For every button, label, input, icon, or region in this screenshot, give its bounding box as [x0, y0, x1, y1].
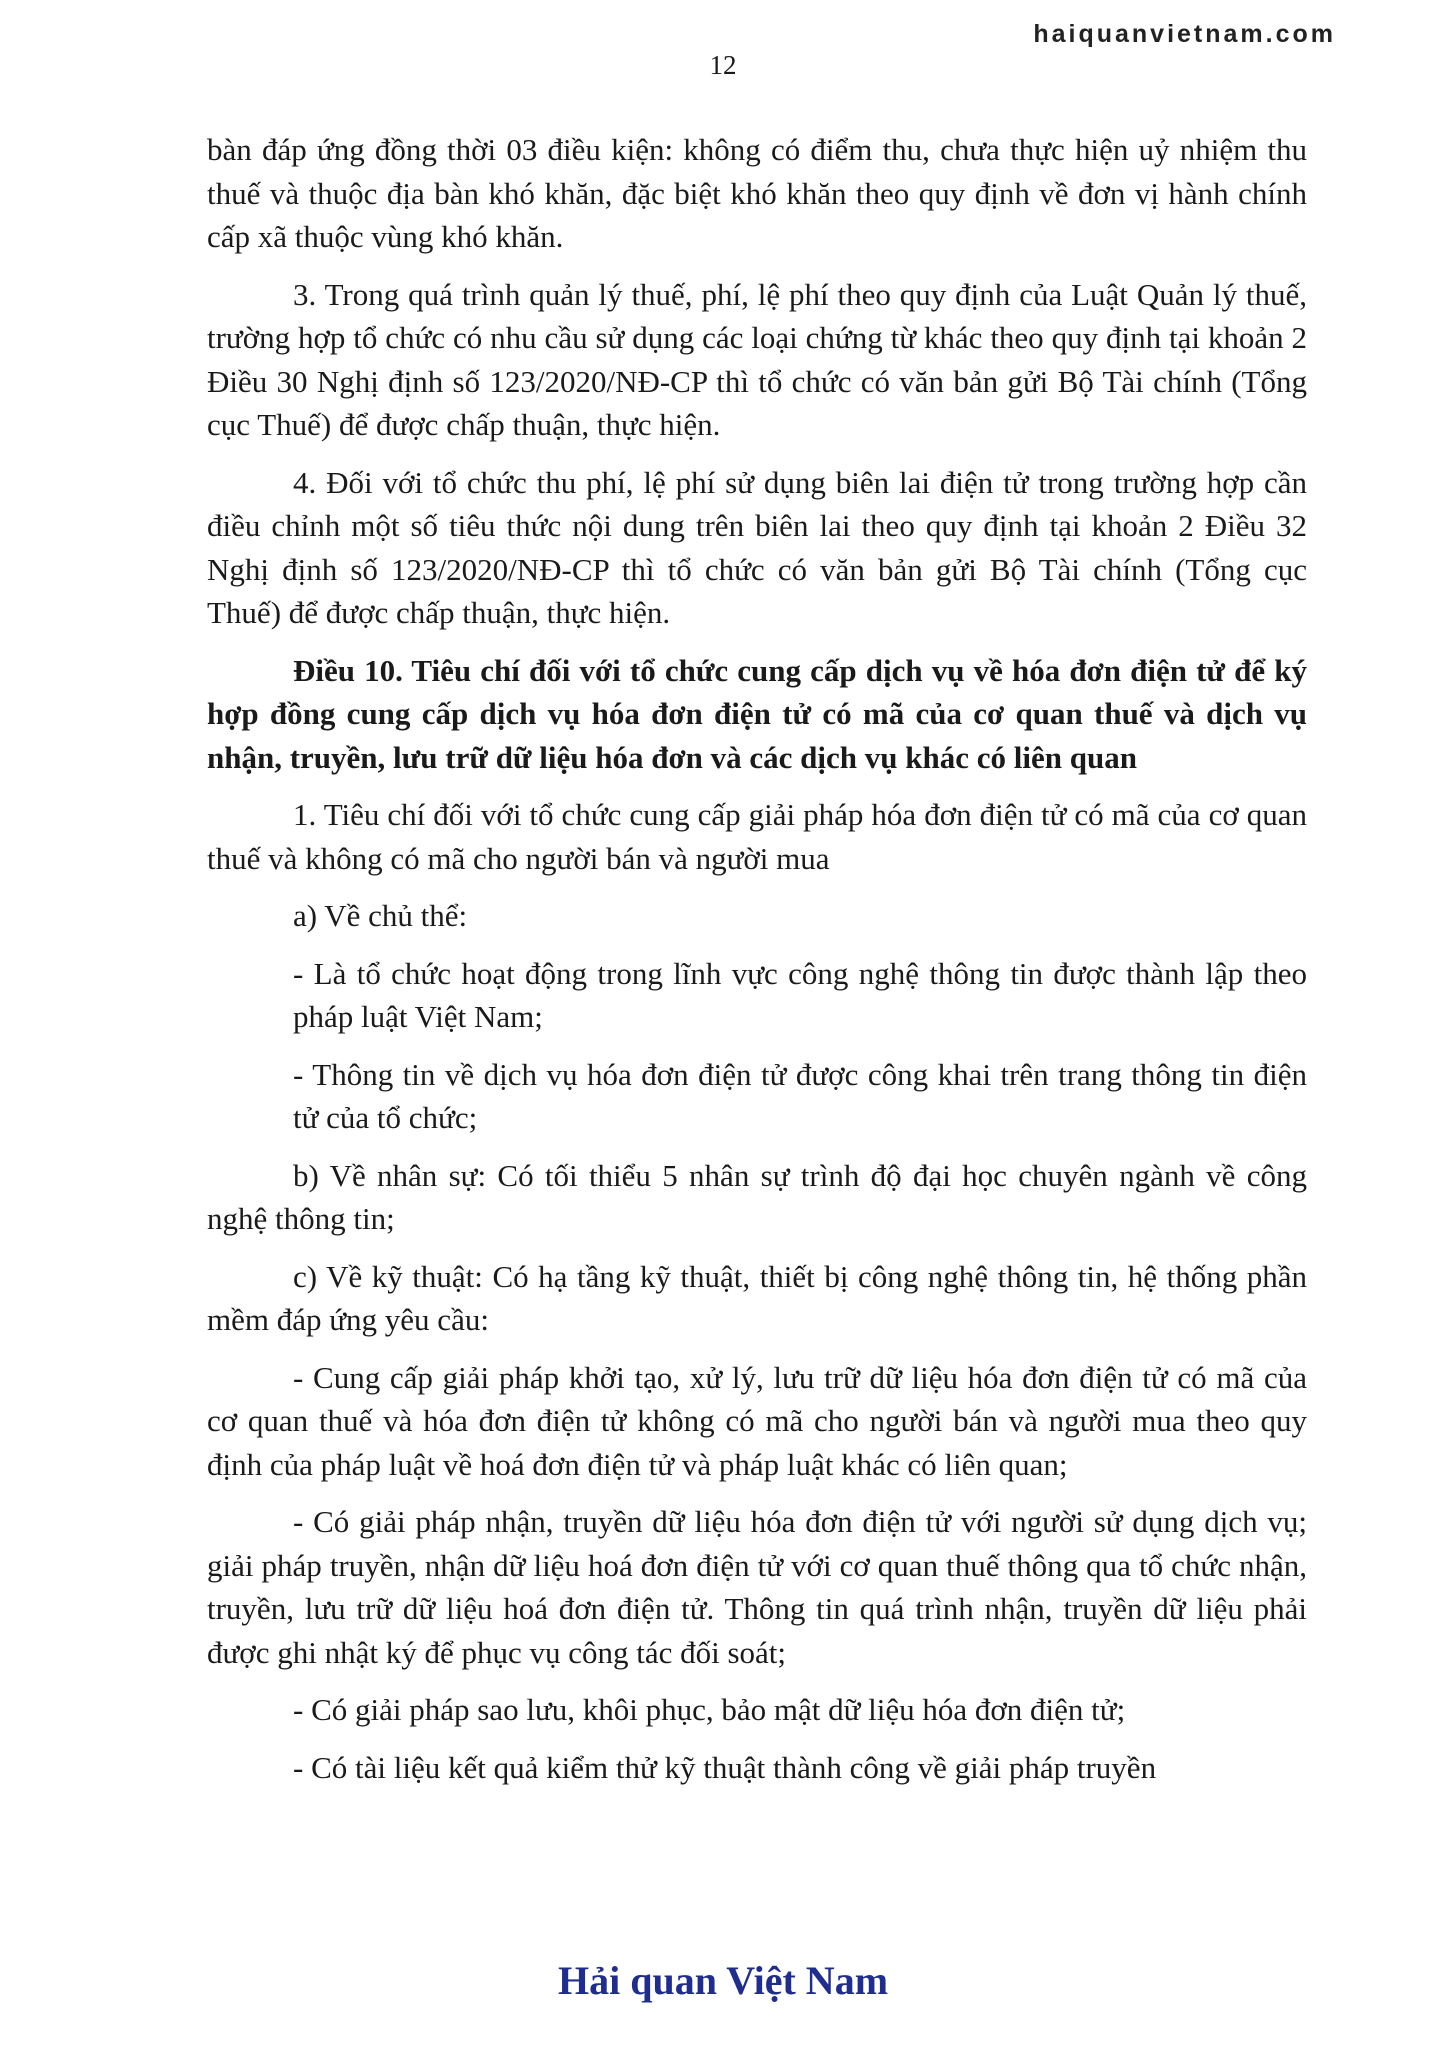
paragraph: 1. Tiêu chí đối với tổ chức cung cấp giải pháp hóa đơn điện tử có mã của cơ quan thuế và không có mã cho người bán và người mua	[207, 797, 1307, 876]
list-item: - Cung cấp giải pháp khởi tạo, xử lý, lưu trữ dữ liệu hóa đơn điện tử có mã của cơ quan thuế và hóa đơn điện tử không có mã cho người bán và người mua theo quy định của pháp luật về hoá đơn điện tử và pháp luật khác có liên quan;	[207, 1359, 1307, 1482]
list-item: - Có tài liệu kết quả kiểm thử kỹ thuật thành công về giải pháp truyền	[293, 1749, 1157, 1785]
paragraph: 3. Trong quá trình quản lý thuế, phí, lệ phí theo quy định của Luật Quản lý thuế, trường hợp tổ chức có nhu cầu sử dụng các loại chứng từ khác theo quy định tại khoản 2 Điều 30 Nghị định số 123/2020/NĐ-CP thì tổ chức có văn bản gửi Bộ Tài chính (Tổng cục Thuế) để được chấp thuận, thực hiện.	[207, 276, 1307, 442]
paragraph: a) Về chủ thể:	[293, 898, 468, 933]
paragraph: bàn đáp ứng đồng thời 03 điều kiện: không có điểm thu, chưa thực hiện uỷ nhiệm thu thuế và thuộc địa bàn khó khăn, đặc biệt khó khăn theo quy định về đơn vị hành chính cấp xã thuộc vùng khó khăn.	[207, 132, 1307, 254]
paragraph: c) Về kỹ thuật: Có hạ tầng kỹ thuật, thiết bị công nghệ thông tin, hệ thống phần mềm đáp ứng yêu cầu:	[207, 1258, 1307, 1337]
page-number: 12	[709, 50, 737, 80]
paragraph: b) Về nhân sự: Có tối thiểu 5 nhân sự trình độ đại học chuyên ngành về công nghệ thông tin;	[207, 1157, 1307, 1236]
footer-title: Hải quan Việt Nam	[557, 1958, 889, 2003]
list-item: - Có giải pháp nhận, truyền dữ liệu hóa đơn điện tử với người sử dụng dịch vụ; giải pháp truyền, nhận dữ liệu hoá đơn điện tử với cơ quan thuế thông qua tổ chức nhận, truyền, lưu trữ dữ liệu hoá đơn điện tử. Thông tin quá trình nhận, truyền dữ liệu phải được ghi nhật ký để phục vụ công tác đối soát;	[207, 1504, 1307, 1670]
article-heading: Điều 10. Tiêu chí đối với tổ chức cung cấp dịch vụ về hóa đơn điện tử để ký hợp đồng cung cấp dịch vụ hóa đơn điện tử có mã của cơ quan thuế và dịch vụ nhận, truyền, lưu trữ dữ liệu hóa đơn và các dịch vụ khác có liên quan	[207, 652, 1307, 775]
list-item: - Có giải pháp sao lưu, khôi phục, bảo mật dữ liệu hóa đơn điện tử;	[293, 1692, 1126, 1727]
list-item: - Là tổ chức hoạt động trong lĩnh vực công nghệ thông tin được thành lập theo pháp luật Việt Nam;	[293, 955, 1307, 1034]
paragraph: 4. Đối với tổ chức thu phí, lệ phí sử dụng biên lai điện tử trong trường hợp cần điều chỉnh một số tiêu thức nội dung trên biên lai theo quy định tại khoản 2 Điều 32 Nghị định số 123/2020/NĐ-CP thì tổ chức có văn bản gửi Bộ Tài chính (Tổng cục Thuế) để được chấp thuận, thực hiện.	[207, 464, 1307, 630]
document-body	[207, 128, 1307, 1803]
list-item: - Thông tin về dịch vụ hóa đơn điện tử được công khai trên trang thông tin điện tử của tổ chức;	[293, 1056, 1307, 1135]
site-url: haiquanvietnam.com	[1033, 20, 1336, 48]
